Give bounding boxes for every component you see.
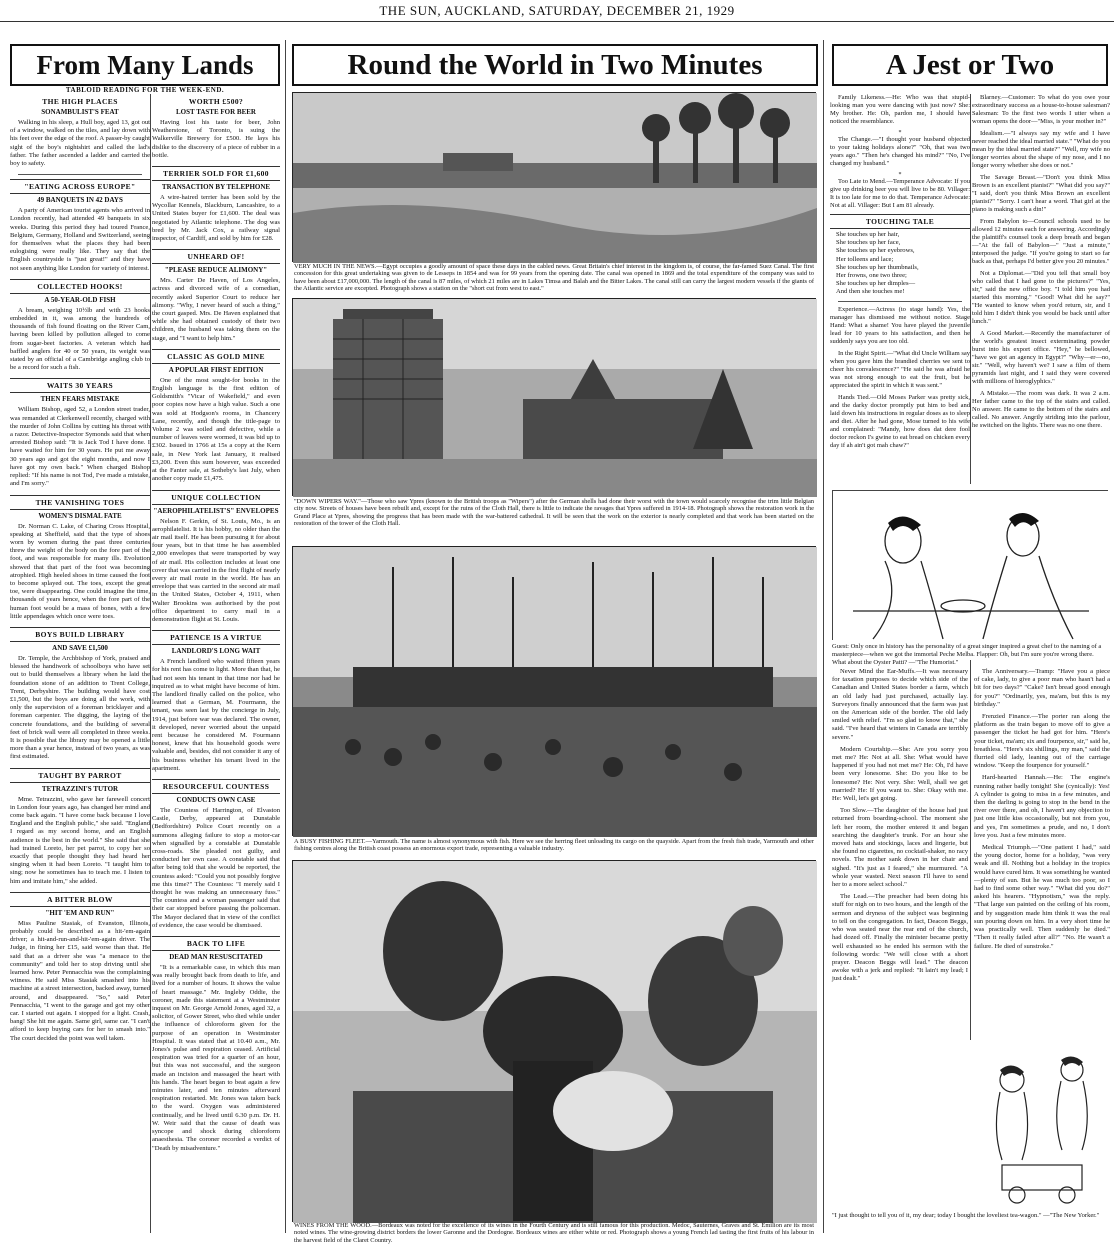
masthead: THE SUN, AUCKLAND, SATURDAY, DECEMBER 21, 1929 [0,0,1114,22]
article-subhead: THEN FEARS MISTAKE [40,395,120,404]
photo-fishing-fleet [292,546,816,836]
article-headline: THE HIGH PLACES [42,97,118,106]
column-jests-3 [832,668,968,1208]
article-headline: WAITS 30 YEARS [10,378,150,393]
article-subhead: A POPULAR FIRST EDITION [168,365,264,374]
article-headline: BOYS BUILD LIBRARY [10,627,150,642]
column-rule [970,660,971,1040]
article [10,279,150,373]
cartoon-tea-wagon-drawing [972,1040,1110,1210]
article-subhead: A 50-YEAR-OLD FISH [44,295,116,304]
poem-line: She touches up her hair, [836,231,900,238]
article [152,249,280,343]
photo-ypres-image [293,299,817,497]
article-body: Having lost his taste for beer, John Weatherstone, of Toronto, is suing the Walkerville Brewery for £500. He lays his dislike to the discovery of a piece of rubber in a bottle. [152,119,280,159]
cartoon-peche-melba-drawing [833,491,1109,641]
article-body: A wire-haired terrier has been sold by the Wycollar Kennels, Blackburn, Lancashire, to a United States buyer for £1,600. The deal was negotiated by Atlantic telephone. The dog was bred by Mr. Jack Cox, a railway signal inspector, of Cardiff, and sold by him for £28. [152,194,280,243]
article-body: The Countess of Harrington, of Elvaston Castle, Derby, appeared at Dunstable (Bedfordshire) Police Court recently on a summons alleging failure to stop a motor-car when signalled by a constable at Dunstable cross-roads. She pleaded not guilty, and conducted her own case. A constable said that after being told that she would be reported, the countess asked: "Could you not possibly forgive me this time?" The Countess: "I merely said I thought he was making an unnecessary fuss." The countess and a woman passenger said that their car stopped before passing the policeman. The Mayor declared that in view of the conflict of evidence, the case would be dismissed. [152,806,280,929]
column-jests-4 [974,668,1110,1038]
joke: Frenzied Finance.—The porter ran along the platform as the train began to move off to give a passenger the ticket he had got for him. "Here's your ticket, ma'am; six and fourpence, sir," said he, breathless. "Here's six shillings, my man," said the flurried old lady, leaning out of the carriage window. "Keep the fourpence for yourself." [974,713,1110,770]
article-body: A party of American tourist agents who arrived in London recently, had attended 49 banquets in six weeks. During this period they had toured France, Belgium, Germany, Holland and Switzerland, seeing for themselves what the places they had been eulogising were really like. They say that the English countryside is "just great!" and they have not seen anything like London for variety of interest. [10,207,150,272]
article-headline: A BITTER BLOW [10,892,150,907]
article-body: Nelson F. Gerkin, of St. Louis, Mo., is an aerophilatelist. It is his hobby, no older than the air mail itself. He has been pursuing it for about four years, but in that time he has assembled 2,000 envelopes that were transported by way of air mail. His collection includes at least one cover that was carried in the first flight of nearly every air mail route in the world. He has an envelope that was carried in the second air mail in the United States, October 4, 1911, when Walter Brookins was authorised by the post office department to carry mail in a demonstration flight at St. Louis. [152,517,280,623]
divider-star: * [898,130,902,136]
article [10,495,150,621]
article [10,97,150,168]
cartoon-tea-wagon [972,1040,1110,1210]
photo-wine-tasting-image [293,861,817,1223]
column-rule [970,94,971,484]
article [10,179,150,273]
poem-title: TOUCHING TALE [830,214,970,229]
column-jests-1 [830,94,970,484]
section-title-round-the-world: Round the World in Two Minutes [292,44,818,86]
poem-line: Her frowns, one two three; [836,272,907,280]
article-body: A French landlord who waited fifteen years for his rent has come to light. More than that, he had not seen his tenant in that time nor had he inquired as to what might have become of him. The landlord finally called on the police, who learned that a German, M. Fourmann, the tenant, was seen last by the concierge in July, 1914, just before war was declared. The owner, it developed, never worried about the unpaid rent because he considered M. Fourmann honest, knew that his household goods were valuable and, besides, did not consider it any of his business whether his tenant lived in the apartment. [152,658,280,772]
joke: Experience.—Actress (to stage hand): Yes, the manager has dismissed me without notice. Stage Hand: What a shame! You have played the juvenile lead for 10 years to his satisfaction, and then he suddenly says you are too old. [830,305,970,345]
joke: A Good Market.—Recently the manufacturer of the world's greatest insect exterminating powder burst into his export office. "Hey," he bellowed, "have we got an agency in Egypt?" "Why—er—no, sir." "Well, why haven't we? I saw a film of them pyramids last night, and I said they were covered with millions of hieroglyphics." [972,330,1110,385]
joke: In the Right Spirit.—"What did Uncle William say when you gave him the brandied cherries we sent to cheer his convalescence?" "He said he was afraid he was not strong enough to eat the fruit, but he appreciated the spirit in which it was sent." [830,349,970,389]
photo-wine-tasting [292,860,816,1222]
tabloid-subtitle: TABLOID READING FOR THE WEEK-END. [65,86,225,94]
poem-line: She touches up her eyebrows, [836,247,915,255]
joke: Modern Courtship.—She: Are you sorry you met me? He: Not at all. She: What would have happened if you had not met me? He: Oh, I'd have been very lonesome. She: Do you like to be lonesome? He: Not very. She: Well, shall we get married? He: If you want to. She: Okay with me. He: Well, let's get going. [832,745,968,803]
article-body: Dr. Temple, the Archbishop of York, praised and blessed the handiwork of schoolboys who have set out to build themselves a library when he laid the foundation stone of an addition to Trent College, Trent, Derbyshire. The building would have cost £1,500, but the boys are doing all the work, with only the supervision of a foreman bricklayer and a foreman carpenter. The digging, the laying of the concrete foundations, and the building of several feet of brick wall were all completed in three weeks. It is possible that the library may be opened a little more than a year hence, instead of two years, as was first estimated. [10,654,150,761]
poem-line: She touches up her face, [836,239,901,247]
article-subhead: TETRAZZINI'S TUTOR [41,784,119,793]
article-subhead: AND SAVE £1,500 [52,643,108,652]
article-body: One of the most sought-for books in the English language is the first edition of Goldsmith's "Vicar of Wakefield," and even poor copies now have a high value. Such a one was sold at Hodgson's rooms, in Chancery Lane, recently, and though the title-page to Volume 2 was soiled and defective, while a number of leaves were wormed, it was bid up to £302. Issued in 1766 at 15s a copy at the Kern sale, in New York last January, it realised £3,200. Even this sum however, was exceeded at the Fanter sale, at Sotheby's last July, when another copy made £1,475. [152,376,280,483]
article-subhead: SONAMBULIST'S FEAT [41,108,119,116]
poem-line: She touches up her dimples— [836,280,916,288]
article-headline: UNHEARD OF! [152,249,280,264]
joke: Medical Triumph.—"One patient I had," said the young doctor, home for a holiday, "was very weak and ill. Nothing but a holiday in the tropics would have cured him. It was something he wanted—plenty of sun. But he was much too poor, so I had to find some other way." "What did you do?" asked his hearers. "Hypnotism," was the reply. "That large sun painted on the ceiling of his room, and by suggestion made him think it was the real sun pouring down on him. In a very short time he was practically well. Then suddenly he died." "Then it really failed after all?" "No. He wasn't a failure. He died of sunstroke." [974,844,1110,950]
cartoon-peche-melba [832,490,1108,640]
joke: Never Mind the Ear-Muffs.—It was necessary for taxation purposes to decide which side of the Canadian and United States border a farm, which an old lady had just purchased, actually lay. Surveyors finally announced that the farm was just on the American side of the border. The old lady smiled with relief. "I'm so glad to know that," she said. "I've heard that winters in Canada are terribly severe." [832,668,968,741]
photo-caption: A BUSY FISHING FLEET.—Yarmouth. The name is almost synonymous with fish. Here we see the herring fleet unloading its cargo on the quayside. Apart from the fresh fish trade, Yarmouth and other fishing centres along the British coast possess an enormous export trade, representing a valuable industry. [294,838,814,853]
article-headline: RESOURCEFUL COUNTESS [152,779,280,794]
photo-caption: WINES FROM THE WOOD.—Bordeaux was noted for the excellence of its wines in the Fourth Century and is still famous for this production. Medoc, Sauternes, Graves and St. Emilion are its most noted wines. The wine-growing district borders the lower Garonne and the Dordogne. Bordeaux wines are either white or red. Photograph shows a young French lad tasting the first fruits of his labour in the harvest field of the Claret Country. [294,1222,814,1244]
article [10,378,150,488]
article [152,97,280,160]
article [10,768,150,886]
joke: Idealism.—"I always say my wife and I have never reached the ideal married state." "What do you mean by the ideal married state?" "Well, my wife no longer worries about the shape of my nose, and I no longer worry whether she does or not." [972,130,1110,169]
section-title-from-many-lands: From Many Lands [10,44,280,86]
article-subhead: WOMEN'S DISMAL FATE [38,511,122,520]
photo-suez-canal-image [293,93,817,263]
poem-line: Her tolleens and lace; [836,255,894,263]
article-subhead: "AEROPHILATELIST'S" ENVELOPES [153,506,279,515]
joke: Hands Tied.—Old Moses Parker was pretty sick, and the darky doctor promptly put him to bed and laid down his instructions in regular doses as to sleep and diet. After he had gone, Mose turned to his wife and complained: "Mandy, how does dat dere fool doctor reckon I's gwine to eat bread on chicken every day if ah ain't got mah chaw?" [830,393,970,449]
article [152,349,280,484]
joke: Too Slow.—The daughter of the house had just returned from boarding-school. The moment she left her room, the mother entered it and began searching the daughter's trunk. For an hour she moved hats and stockings, laces and lingerie, but she found no cigarettes, no cocktail-shaker, no racy novels. The mother sank down in her chair and sighed. "It's just as I feared," she murmured. "A whole year wasted. Next season I'll have to send her to a more select school." [832,807,968,889]
article-body: Dr. Norman C. Lake, of Charing Cross Hospital, speaking at Sheffield, said that the type of shoes worn by women during the past three centuries threw the weight of the body on the fore part of the foot, and was responsible for many ills. Evolution showed that that part of the foot was becoming atrophied. High heeled shoes in time caused the foot to become splayed out. The toes, except the great toe, were disappearing. One could imagine the time, thousands of years hence, when the fore part of the human foot would be a mass of bones, with a few little appendages which once were toes. [10,522,150,620]
poem-line: She touches up her thumbnails, [836,263,919,271]
article-body: A bream, weighing 10½lb and with 23 hooks embedded in it, was among the hundreds of thousands of fish found floating on the River Cam, having been killed by pollution alleged to come from sugar-beet factories. A veteran which had baffled anglers for 40 or 50 years, its weight was stated by an official of a Cambridge angling club to be a record for such a fish. [10,306,150,372]
photo-suez-canal [292,92,816,262]
article-subhead: LOST TASTE FOR BEER [176,108,256,116]
photo-caption: VERY MUCH IN THE NEWS.—Egypt occupies a goodly amount of space these days in the cabled news. Great Britain's chief interest in the kingdom is, of course, the far-famed Suez Canal. The first concession for this great undertaking was given to de Lesseps in 1854 and was for 99 years from the opening date. The canal was opened in 1869 and the total expenditure of the company was said to have been about £17,000,000. The length of the canal is 87 miles, of which 21 miles are in Lakes Timsa and Balah and the Bitter Lakes. The canal still can carry the largest modern vessels if the giants of the Atlantic service are excepted. Photograph shows a station on the "short cut from west to east." [294,263,814,293]
joke: From Babylon to—Council schools used to be allowed 12 minutes each for answering. Accordingly the plaintiff's counsel took a deep breath and began—"At the fall of Babylon—" "Just a minute," interposed the judge. "If you're going to start so far back as that, perhaps I'd better give you 20 minutes." [972,218,1110,265]
article-body: Mrs. Carter De Haven, of Los Angeles, actress and divorced wife of a comedian, recently asked Superior Court to reduce her alimony. "Why, I never heard of such a thing," the court gasped. Mrs. De Haven explained that while she had obtained custody of their two children, the husband was taking them on the stage, and "I want to help him." [152,277,280,342]
article-headline: WORTH £500? [188,97,244,106]
article-headline: "EATING ACROSS EUROPE" [10,179,150,194]
article-body: Mme. Tetrazzini, who gave her farewell concert in London four years ago, has changed her mind and come back again. "I have come back because I love England and the English public," she said. "England I regard as my second home, and an English audience is the best in the world." She said that she had trained Loreto, her pet parrot, to copy her so exactly that people thought they had heard her singing when it had been Loreto. "I taught him to sing; now he sometimes has to teach me. I listen to him and imitate him," she added. [10,795,150,885]
article-body: Walking in his sleep, a Hull boy, aged 13, got out of a window, walked on the tiles, and lay down with his feet over the edge of the roof. A passer-by caught sight of the boy's nightshirt and called the lad's father. The father ascended a ladder and carried the boy to safety. [10,119,150,168]
joke: A Mistake.—The room was dark. It was 2 a.m. Her father came to the top of the stairs and called. No answer. He came to the bottom of the stairs and called. No answer. Angrily striding into the parlour, he switched on the lights. There was no one there. [972,390,1110,429]
column-from-many-lands-1 [10,94,150,1235]
cartoon-caption: Guest: Only once in history has the personality of a great singer inspired a great chef to the naming of a masterpiece—when we got the immortal Peche Melba. Flapper: Oh, but I'm sure you're wrong there. What about the Oyster Patti? —"The Humorist." [832,643,1102,666]
article-subhead: 49 BANQUETS IN 42 DAYS [37,196,123,205]
article [152,779,280,930]
article-subhead: TRANSACTION BY TELEPHONE [161,183,271,192]
joke: Family Likeness.—He: Who was that stupid-looking man you were dancing with just now? She: My brother. He: Oh, pardon me, I should have noticed the resemblance. [830,94,970,125]
article-subhead: CONDUCTS OWN CASE [176,795,256,804]
joke: The Anniversary.—Tramp: "Have you a piece of cake, lady, to give a poor man who hasn't had a bit for two days?" "Cake? Isn't bread good enough for you?" "Ordinarily, yes, ma'am, but this is my birthday." [974,668,1110,708]
article [10,627,150,762]
article-headline: COLLECTED HOOKS! [10,279,150,294]
article-headline: UNIQUE COLLECTION [152,490,280,505]
photo-fishing-fleet-image [293,547,817,837]
joke: The Lead.—The preacher had been doing his stuff for nigh on to two hours, and the length of the sermon and dryness of the subject was beginning to tell on the congregation. In fact, Deacon Beggs, who was seated near the rear end of the church, had dozed off. Finally the minister became pretty well exhausted so he ended his sermon with the following words: "We will close with a short prayer. Deacon Beggs will lead." The deacon awoke with a jerk and replied: "It lain't my lead; I just dealt." [832,893,968,983]
article-body: Miss Pauline Stasiak, of Evanston, Illinois, probably could be described as a hit-'em-again driver; a hit-and-run-and-hit-'em-again driver. The Judge, in fining her £15, said worse than that. He said that as a driver she was "a menace to the community" and told her to stop driving until she learned how. Peter Pennacchia was the complaining witness. He said Miss Stasiak smashed into his machine at a street intersection, backed away, turned around, and disappeared. "So," said Peter Pennacchia, "I went to the garage and got my other car. I started out again. I stopped for a light. Crash, bang! She hit me again. Same girl, same car. "I can't afford to keep buying cars for her to smash into." The court decided the point was well taken. [10,919,150,1042]
joke: Blarney.—Customer: To what do you owe your extraordinary success as a house-to-house salesman? Salesman: To the first two words I utter when a woman opens the door—"Miss, is your mother in?" [972,94,1110,125]
joke: Not a Diplomat.—"Did you tell that small boy who called that I had gone to the pictures?" "Yes, sir," said the new office boy. "I told him you had started this morning." "Good! What did he say?" "He wanted to know when you'd return, sir, and I told him I didn't think you would be back until after lunch." [972,270,1110,325]
divider [18,174,142,175]
joke: Too Late to Mend.—Temperance Advocate: If you give up drinking beer you will live to be 80. Villager: It is too late for me to do that. Temperance Advocate: Not at all. Villager: But I am 81 already. [830,178,970,209]
poem-line: And then she touches me! [836,288,905,296]
article [10,892,150,1043]
article-headline: TAUGHT BY PARROT [10,768,150,783]
article-headline: CLASSIC AS GOLD MINE [152,349,280,364]
article-headline: TERRIER SOLD FOR £1,600 [152,166,280,181]
divider-star: * [898,172,902,178]
article-subhead: "PLEASE REDUCE ALIMONY" [164,266,268,275]
article-subhead: DEAD MAN RESUSCITATED [169,953,263,962]
joke: The Savage Breast.—"Don't you think Miss Brown is an excellent pianist?" "What did you say?" "I said, don't you think Miss Brown an excellent pianist?" "Sorry. I can't hear a word. That girl at the piano is making such a din!" [972,174,1110,213]
article [152,490,280,625]
section-title-a-jest-or-two: A Jest or Two [832,44,1108,86]
poem [830,231,970,297]
cartoon-caption: "I just thought to tell you of it, my dear; today I bought the loveliest tea-wagon." —"The New Yorker." [832,1212,1100,1219]
article-headline: PATIENCE IS A VIRTUE [152,630,280,645]
photo-caption: "DOWN WIPERS WAY."—Those who saw Ypres (known to the British troops as "Wipers") after the German shells had done their worst with the town would scarcely recognise the trim little Belgian city now. Streets of houses have been rebuilt and, except for the ruins of the Cloth Hall, there is little to indicate the ravages that Ypres suffered in 1914-18. Photograph shows the restoration work in the Grand Place at Ypres, showing the progress that has been made with the war-battered cathedral. It will be seen that the work on the exterior is nearly completed and that work has been started on the restoration of the tower of the Cloth Hall. [294,498,814,528]
column-from-many-lands-2 [152,94,280,1235]
article-headline: THE VANISHING TOES [10,495,150,510]
article-body: William Bishop, aged 52, a London street trader, was remanded at Clerkenwell recently, charged with the murder of John Collins by cutting his throat with a razor. Detective-Inspector Symonds said that when arrested Bishop said: "It is Jack Tod I have done. I have waited for him for 30 years. He put me away 30 years ago and got the eight months, and now I have got my own back." When charged Bishop replied: "If his name is not Tod, I've made a mistake, and I'm sorry." [10,406,150,488]
joke: The Change.—"I thought your husband objected to your taking holidays alone?" "Oh, that was two years ago." "Then he's changed his mind?" "No, I've changed my husband." [830,136,970,167]
article-body: "It is a remarkable case, in which this man was really brought back from death to life, and lived for a number of hours. It shows the value of heart massage." Mr. Ingleby Oddie, the coroner, made this statement at a Westminster inquest on Mr. George Arnold Jones, aged 32, a solicitor, of Gower Street, who died while under the influence of chloroform given for the purpose of an operation in Westminster Hospital. It was stated that at 10.40 a.m., Mr. Jones's pulse and respiration ceased. Artificial respiration was tried for a quarter of an hour, but this was not successful, and the surgeon made an incision and massaged the heart with his hands. The heart began to beat again a few minutes later, and ten minutes afterward respiration restarted. Mr. Jones was taken back to the ward. Oxygen was administered continually, and he lived until 6.30 p.m. Dr. H. W. Weir said that the cause of death was syncope and shock during chloroform anaesthesia. The coroner recorded a verdict of "Death by misadventure." [152,964,280,1152]
article [152,630,280,773]
column-rule [150,94,151,1233]
column-rule [823,40,824,1233]
article-subhead: LANDLORD'S LONG WAIT [171,647,261,656]
column-jests-2 [972,94,1110,484]
photo-ypres [292,298,816,496]
joke: Hard-hearted Hannah.—He: The engine's running rather badly tonight! She (cynically): Yes! A cylinder is going to miss in a few minutes, and then the darling is going to stop in the bend in the river over there, and oh, I haven't any objection to just one little kiss occasionally, but not from you, and yes, I'm sometimes a prude, and no, I don't love you. Just a few minutes more. [974,774,1110,839]
divider [838,301,962,302]
column-rule [285,40,286,1233]
article-subhead: "HIT 'EM AND RUN" [45,908,115,917]
article [152,936,280,1153]
article-headline: BACK TO LIFE [152,936,280,951]
article [152,166,280,243]
